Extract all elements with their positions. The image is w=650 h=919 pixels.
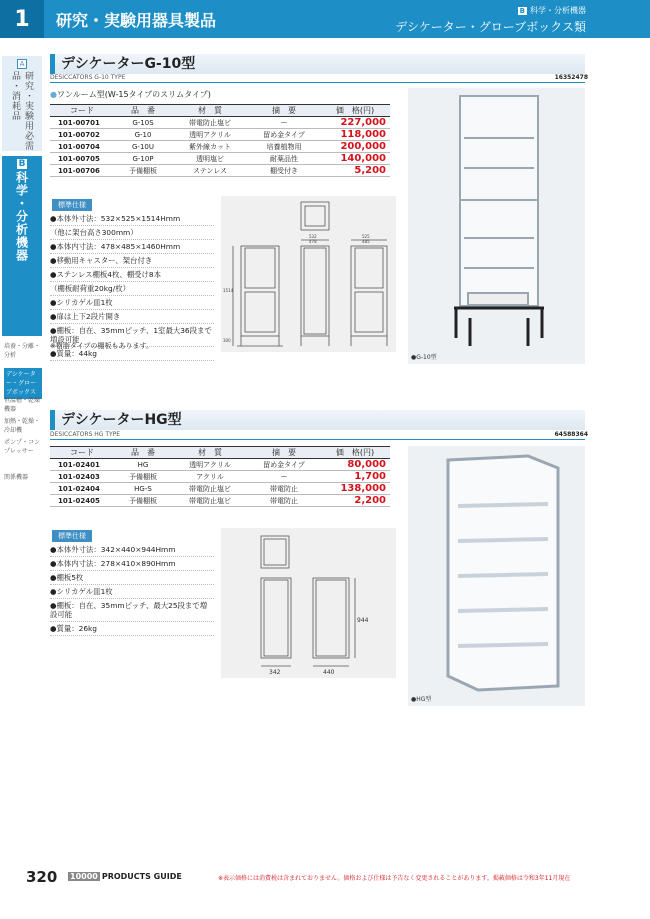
row-code: 101-02401 [50,459,114,471]
guide-badge: 10000 [70,872,98,881]
table-row [50,129,390,141]
sidebar-item-related[interactable]: 関係機器 [4,474,29,481]
row-material: 透明アクリル [172,459,248,471]
table-row [50,471,390,483]
row-code: 101-02405 [50,495,114,507]
dim-485: 485 [362,239,370,244]
col-code: コード [50,105,114,117]
g10-code: 16352478 [554,74,588,81]
tab-b-label: 科学・分析機器 [14,171,29,262]
row-part: G-10S [114,117,172,129]
row-part: 予備棚板 [114,471,172,483]
table-row [50,117,390,129]
row-material: 紫外線カット [172,141,248,153]
hg-en-title: DESICCATORS HG TYPE [50,431,121,438]
col-price: 価 格(円) [320,105,390,117]
row-code: 101-00706 [50,165,114,177]
g10-photo [408,88,585,364]
spec-item: ●質量：44kg [50,347,214,361]
tab-b-letter: B [18,159,26,169]
hg-spec-list [50,543,214,636]
dim-944: 944 [357,617,369,624]
row-part: 予備棚板 [114,165,172,177]
g10-rule [50,82,585,83]
row-material: アクリル [172,471,248,483]
spec-item: ●移動用キャスター、架台付き [50,254,214,268]
row-price: 138,000 [320,483,390,495]
col-price: 価 格(円) [320,447,390,459]
spec-item: ●扉は上下2段片開き [50,310,214,324]
spec-item: ●質量：26kg [50,622,214,636]
row-code: 101-02403 [50,471,114,483]
row-price: 2,200 [320,495,390,507]
row-material: ステンレス [172,165,248,177]
row-part: HG [114,459,172,471]
hg-cabinet-illustration [408,446,585,706]
row-part: G-10 [114,129,172,141]
spec-item: ●本体外寸法：342×440×944Hmm [50,543,214,557]
row-note: 棚受付き [248,165,320,177]
row-note: 培養植物用 [248,141,320,153]
spec-item: （棚板耐荷重20kg/枚） [50,282,214,296]
table-row [50,495,390,507]
row-price: 118,000 [320,129,390,141]
tab-a-label: 研究・実験用必需品・消耗品 [10,71,33,151]
row-price: 200,000 [320,141,390,153]
row-part: G-10P [114,153,172,165]
guide-label: PRODUCTS GUIDE [101,872,182,881]
row-note: 耐薬品性 [248,153,320,165]
row-code: 101-00705 [50,153,114,165]
g10-drawing [221,196,396,352]
row-material: 帯電防止塩ビ [172,117,248,129]
row-price: 1,700 [320,471,390,483]
page-number: 320 [26,868,58,886]
g10-note [50,89,211,100]
row-note: 留め金タイプ [248,459,320,471]
g10-table [50,104,390,177]
table-row [50,459,390,471]
row-part: 予備棚板 [114,495,172,507]
sidebar-item-thermostat[interactable]: 恒温槽・乾燥機器 [4,397,41,413]
row-note: ー [248,117,320,129]
col-material: 材 質 [172,105,248,117]
dim-440: 440 [323,669,335,676]
spec-item: ●シリカゲル皿1枚 [50,585,214,599]
spec-item: ●棚板：自在、35mmピッチ、最大25段まで増設可能 [50,599,214,622]
spec-item: ●ステンレス棚板4枚、棚受け8本 [50,268,214,282]
row-price: 140,000 [320,153,390,165]
sidebar-item-heating[interactable]: 加熱・乾燥・冷却機 [4,418,41,434]
g10-note-text: ワンルーム型(W-15タイプのスリムタイプ) [56,90,211,99]
tab-a-letter: A [17,59,28,69]
row-code: 101-00701 [50,117,114,129]
sidebar-item-desiccator[interactable]: デシケーター・グローブボックス [4,368,42,399]
row-price: 5,200 [320,165,390,177]
row-material: 透明アクリル [172,129,248,141]
spec-item: ●棚板：自在、35mmピッチ、1室最大36段まで増設可能 [50,324,214,347]
spec-item: ●本体外寸法：532×525×1514Hmm [50,212,214,226]
row-material: 帯電防止塩ビ [172,483,248,495]
hg-code: 64588364 [554,431,588,438]
dim-342: 342 [269,669,281,676]
row-part: HG-S [114,483,172,495]
col-part: 品 番 [114,447,172,459]
row-code: 101-02404 [50,483,114,495]
row-price: 80,000 [320,459,390,471]
hg-table [50,446,390,507]
row-code: 101-00704 [50,141,114,153]
row-part: G-10U [114,141,172,153]
col-code: コード [50,447,114,459]
tab-b[interactable] [2,156,42,336]
hg-rule [50,439,585,440]
g10-photo-caption: ●G-10型 [411,354,437,361]
g10-footnote: ※樹脂タイプの棚板もあります。 [50,342,153,350]
hg-title: デシケーターHG型 [50,410,585,430]
hg-photo [408,446,585,706]
spec-item: ●棚板5枚 [50,571,214,585]
page-title: 研究・実験用器具製品 [56,11,217,30]
products-guide [68,872,182,881]
spec-item: ●シリカゲル皿1枚 [50,296,214,310]
page-header [0,0,650,38]
g10-cabinet-illustration [408,88,585,364]
row-price: 227,000 [320,117,390,129]
g10-drawing-svg [221,196,396,352]
g10-note-bullet: ● [50,90,57,99]
dim-300: 300 [223,338,231,343]
g10-spec-list [50,212,214,361]
row-material: 帯電防止塩ビ [172,495,248,507]
header-category [395,5,586,35]
spec-item: ●本体内寸法：478×485×1460Hmm [50,240,214,254]
spec-item: ●本体内寸法：278×410×890Hmm [50,557,214,571]
dim-525: 525 [362,234,370,239]
tab-a[interactable] [2,56,42,151]
col-note: 摘 要 [248,447,320,459]
sidebar-item-pump[interactable]: ポンプ・コンプレッサー [4,439,41,455]
row-note: 帯電防止 [248,483,320,495]
col-part: 品 番 [114,105,172,117]
row-note: 留め金タイプ [248,129,320,141]
spec-item: （他に架台高さ300mm） [50,226,214,240]
table-row [50,165,390,177]
col-note: 摘 要 [248,105,320,117]
hg-drawing [221,528,396,678]
col-material: 材 質 [172,447,248,459]
dim-478: 478 [309,239,317,244]
category-badge: B [519,7,525,15]
row-code: 101-00702 [50,129,114,141]
table-row [50,153,390,165]
chapter-number: 1 [0,0,44,38]
row-material: 透明塩ビ [172,153,248,165]
hg-drawing-svg [221,528,396,678]
row-note: ー [248,471,320,483]
hg-photo-caption: ●HG型 [411,696,432,703]
disclaimer: ※表示価格には消費税は含まれておりません。価格および仕様は予告なく変更されることがあります。掲載価格は令和3年11月現在 [218,875,571,882]
g10-std-label: 標準仕様 [52,199,92,211]
header-subtitle: デシケーター・グローブボックス類 [395,20,586,34]
g10-en-title: DESICCATORS G-10 TYPE [50,74,126,81]
dim-1514: 1514 [223,288,234,293]
g10-title: デシケーターG-10型 [50,54,585,74]
hg-std-label: 標準仕様 [52,530,92,542]
row-note: 帯電防止 [248,495,320,507]
dim-532: 532 [309,234,317,239]
sidebar-item-culture[interactable]: 培養・分離・分析 [4,343,41,359]
table-row [50,483,390,495]
table-row [50,141,390,153]
category-label: 科学・分析機器 [530,6,586,15]
